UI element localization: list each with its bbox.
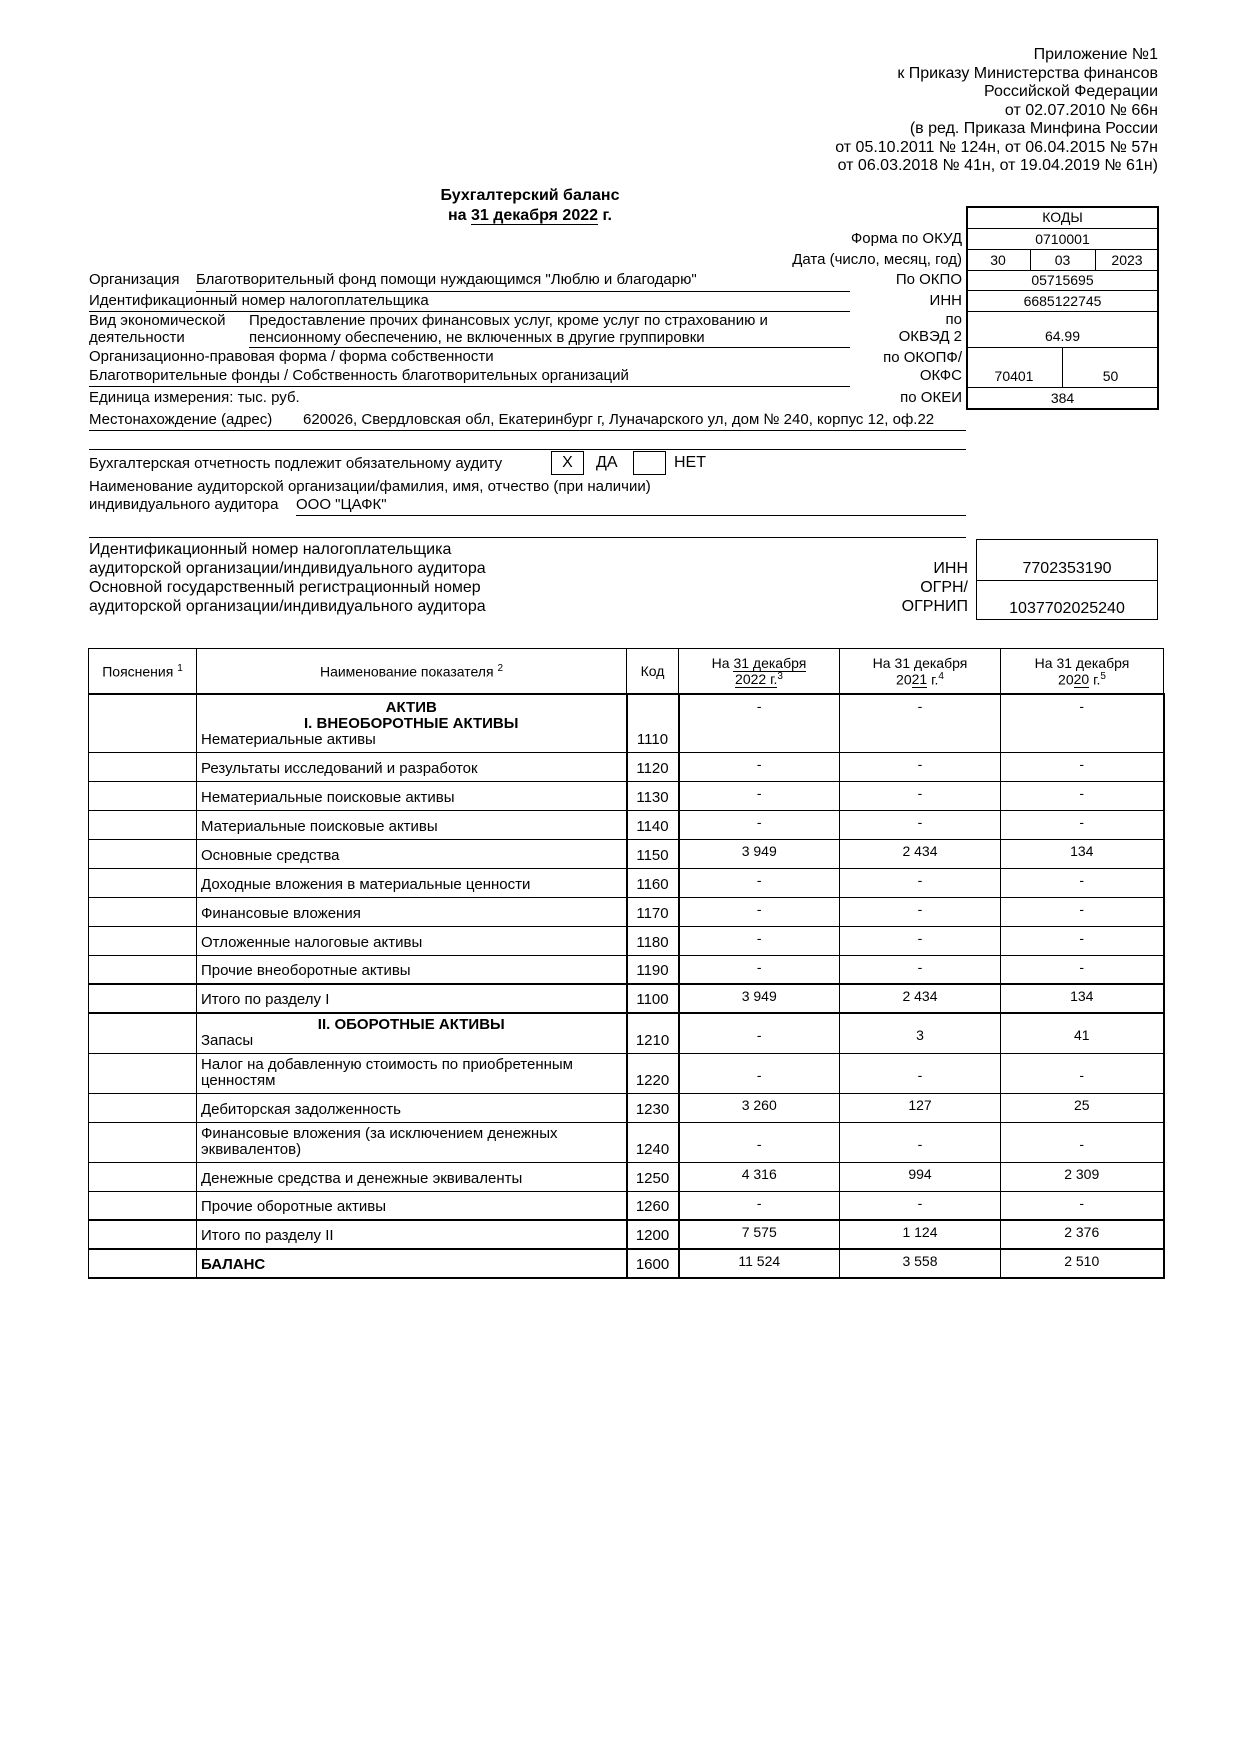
- value-cell-v1: -: [679, 926, 840, 955]
- code-cell: 1260: [627, 1191, 679, 1220]
- indicator-name-cell: [197, 1191, 627, 1220]
- code-cell: 1180: [627, 926, 679, 955]
- value-cell-v1: -: [679, 781, 840, 810]
- audit-no-label: НЕТ: [674, 454, 706, 471]
- value-cell-v1: 3 260: [679, 1093, 840, 1122]
- code-cell: 1210: [627, 1013, 679, 1053]
- legal-form-label: Организационно-правовая форма / форма собственности: [89, 348, 494, 365]
- appendix-line: (в ред. Приказа Минфина России: [909, 120, 1158, 137]
- indicator-name: Нематериальные активы: [201, 730, 376, 748]
- date-label: Дата (число, месяц, год): [792, 251, 962, 268]
- indicator-name-cell: [197, 1220, 627, 1249]
- indicator-name: Денежные средства и денежные эквиваленты: [201, 1169, 523, 1187]
- indicator-name: Запасы: [201, 1031, 254, 1049]
- value-cell-v3: -: [1001, 897, 1164, 926]
- indicator-name-cell: [197, 926, 627, 955]
- auditor-ogrn-code-label: ОГРН/ ОГРНИП: [901, 579, 968, 615]
- date-month-value: 03: [1054, 252, 1071, 268]
- table-row: [89, 897, 1164, 926]
- indicator-name: Итого по разделу I: [201, 991, 330, 1008]
- code-cell: 1230: [627, 1093, 679, 1122]
- table-row: [89, 1053, 1164, 1093]
- value-cell-v1: -: [679, 752, 840, 781]
- header-col-2020: На 31 декабря 2020 г.$^5$: [1001, 649, 1164, 695]
- notes-cell: [89, 810, 197, 839]
- title-date-value: 31 декабря 2022: [471, 207, 599, 224]
- notes-cell: [89, 1053, 197, 1093]
- table-row: [89, 1220, 1164, 1249]
- org-label: Организация: [89, 271, 180, 288]
- code-cell: 1120: [627, 752, 679, 781]
- table-row: [89, 868, 1164, 897]
- appendix-line: от 06.03.2018 № 41н, от 19.04.2019 № 61н): [837, 157, 1158, 174]
- value-cell-v2: -: [840, 694, 1001, 752]
- table-row: [89, 1013, 1164, 1053]
- indicator-name-cell: [197, 839, 627, 868]
- code-cell: 1130: [627, 781, 679, 810]
- notes-cell: [89, 1191, 197, 1220]
- notes-cell: [89, 1013, 197, 1053]
- value-cell-v2: 127: [840, 1093, 1001, 1122]
- document-title: [380, 186, 680, 226]
- notes-cell: [89, 868, 197, 897]
- okud-label: Форма по ОКУД: [850, 230, 962, 247]
- notes-cell: [89, 1093, 197, 1122]
- notes-cell: [89, 897, 197, 926]
- okud-value: 0710001: [1035, 231, 1090, 247]
- value-cell-v3: -: [1001, 752, 1164, 781]
- okopf-value: 70401: [994, 368, 1034, 384]
- value-cell-v3: 25: [1001, 1093, 1164, 1122]
- notes-cell: [89, 1220, 197, 1249]
- indicator-name: БАЛАНС: [201, 1256, 266, 1273]
- value-cell-v2: 3 558: [840, 1249, 1001, 1278]
- table-header-row: [89, 649, 1164, 695]
- indicator-name-cell: [197, 1122, 627, 1162]
- auditor-name-value: ООО "ЦАФК": [296, 496, 387, 513]
- value-cell-v3: -: [1001, 1122, 1164, 1162]
- balance-table: [88, 648, 1165, 1279]
- value-cell-v1: 11 524: [679, 1249, 840, 1278]
- inn-code-label: ИНН: [929, 292, 962, 309]
- table-row: [89, 810, 1164, 839]
- value-cell-v3: 2 376: [1001, 1220, 1164, 1249]
- value-cell-v2: -: [840, 810, 1001, 839]
- indicator-name: Прочие внеоборотные активы: [201, 962, 411, 979]
- indicator-name: Финансовые вложения: [201, 904, 361, 922]
- code-cell: 1200: [627, 1220, 679, 1249]
- table-row: [89, 1122, 1164, 1162]
- value-cell-v3: -: [1001, 868, 1164, 897]
- section-heading: АКТИВ: [385, 698, 437, 716]
- code-cell: 1100: [627, 984, 679, 1013]
- value-cell-v2: -: [840, 955, 1001, 984]
- appendix-block: [658, 46, 1158, 176]
- indicator-name: Итого по разделу II: [201, 1227, 334, 1244]
- header-col-2021: На 31 декабря 2021 г.$^4$: [840, 649, 1001, 695]
- value-cell-v2: -: [840, 1122, 1001, 1162]
- value-cell-v3: -: [1001, 1053, 1164, 1093]
- indicator-name-cell: [197, 1013, 627, 1053]
- indicator-name: Отложенные налоговые активы: [201, 933, 423, 951]
- appendix-line: от 05.10.2011 № 124н, от 06.04.2015 № 57н: [835, 138, 1158, 156]
- table-row: [89, 984, 1164, 1013]
- appendix-line: Приложение №1: [1033, 46, 1158, 63]
- indicator-name-cell: [197, 897, 627, 926]
- title-date: на 31 декабря 2022 г.: [447, 207, 612, 224]
- notes-cell: [89, 694, 197, 752]
- audit-required-label: Бухгалтерская отчетность подлежит обязательному аудиту: [89, 455, 503, 472]
- notes-cell: [89, 752, 197, 781]
- notes-cell: [89, 1162, 197, 1191]
- value-cell-v2: -: [840, 926, 1001, 955]
- notes-cell: [89, 984, 197, 1013]
- value-cell-v2: -: [840, 897, 1001, 926]
- table-row: [89, 1162, 1164, 1191]
- auditor-ogrn-value: 1037702025240: [1009, 600, 1125, 617]
- indicator-name-cell: [197, 955, 627, 984]
- appendix-line: к Приказу Министерства финансов: [897, 64, 1158, 82]
- indicator-name-cell: [197, 781, 627, 810]
- org-value: Благотворительный фонд помощи нуждающимся "Люблю и благодарю": [196, 271, 697, 288]
- address-value: 620026, Свердловская обл, Екатеринбург г, Луначарского ул, дом № 240, корпус 12, оф.22: [303, 411, 935, 428]
- value-cell-v3: -: [1001, 781, 1164, 810]
- table-row: [89, 1249, 1164, 1278]
- taxpayer-id-label: Идентификационный номер налогоплательщика: [89, 292, 429, 309]
- indicator-name: Результаты исследований и разработок: [201, 759, 478, 777]
- code-cell: 1240: [627, 1122, 679, 1162]
- table-row: [89, 752, 1164, 781]
- okpo-value: 05715695: [1031, 272, 1094, 288]
- value-cell-v1: -: [679, 1053, 840, 1093]
- auditor-inn-text: Идентификационный номер налогоплательщика аудиторской организации/индивидуального аудитора Основной государственный регистрационный номер аудиторской организации/индивидуального аудитора: [89, 541, 486, 615]
- audit-yes-label: ДА: [596, 454, 618, 471]
- section-heading: II. ОБОРОТНЫЕ АКТИВЫ: [317, 1015, 505, 1033]
- code-cell: 1150: [627, 839, 679, 868]
- value-cell-v3: -: [1001, 955, 1164, 984]
- code-cell: 1600: [627, 1249, 679, 1278]
- value-cell-v1: -: [679, 694, 840, 752]
- value-cell-v1: -: [679, 897, 840, 926]
- value-cell-v1: -: [679, 955, 840, 984]
- table-row: [89, 955, 1164, 984]
- value-cell-v2: 3: [840, 1013, 1001, 1053]
- header-notes: Пояснения $^1$: [89, 649, 197, 695]
- table-row: [89, 1093, 1164, 1122]
- indicator-name: Основные средства: [201, 846, 340, 864]
- value-cell-v3: -: [1001, 926, 1164, 955]
- indicator-name-cell: [197, 1162, 627, 1191]
- indicator-name-cell: [197, 1093, 627, 1122]
- notes-cell: [89, 781, 197, 810]
- value-cell-v1: -: [679, 810, 840, 839]
- value-cell-v1: -: [679, 1122, 840, 1162]
- code-cell: 1190: [627, 955, 679, 984]
- table-row: [89, 694, 1164, 752]
- value-cell-v2: -: [840, 1053, 1001, 1093]
- address-label: Местонахождение (адрес): [89, 411, 273, 428]
- auditor-inn-value: 7702353190: [1022, 560, 1112, 577]
- notes-cell: [89, 839, 197, 868]
- code-cell: 1110: [627, 694, 679, 752]
- value-cell-v2: -: [840, 1191, 1001, 1220]
- notes-cell: [89, 955, 197, 984]
- notes-cell: [89, 1122, 197, 1162]
- inn-value: 6685122745: [1023, 293, 1102, 309]
- auditor-name-label: Наименование аудиторской организации/фамилия, имя, отчество (при наличии) индивидуального аудитора: [89, 478, 651, 513]
- date-year-value: 2023: [1111, 252, 1143, 268]
- value-cell-v1: 7 575: [679, 1220, 840, 1249]
- value-cell-v1: 3 949: [679, 984, 840, 1013]
- table-row: [89, 781, 1164, 810]
- okei-value: 384: [1050, 390, 1075, 406]
- appendix-line: от 02.07.2010 № 66н: [1004, 101, 1158, 119]
- code-cell: 1220: [627, 1053, 679, 1093]
- date-day-value: 30: [990, 252, 1006, 268]
- indicator-name: Нематериальные поисковые активы: [201, 788, 455, 806]
- code-cell: 1170: [627, 897, 679, 926]
- legal-form-value: Благотворительные фонды / Собственность благотворительных организаций: [89, 367, 629, 384]
- indicator-name-cell: [197, 984, 627, 1013]
- indicator-name: Доходные вложения в материальные ценности: [201, 875, 531, 893]
- code-cell: 1250: [627, 1162, 679, 1191]
- value-cell-v1: 4 316: [679, 1162, 840, 1191]
- activity-value: Предоставление прочих финансовых услуг, кроме услуг по страхованию и пенсионному обеспечению, не включенных в другие группировки: [249, 312, 768, 346]
- indicator-name-cell: [197, 752, 627, 781]
- indicator-name: Дебиторская задолженность: [201, 1100, 401, 1118]
- auditor-inn-code-label: ИНН: [933, 560, 968, 577]
- value-cell-v3: -: [1001, 1191, 1164, 1220]
- value-cell-v2: 2 434: [840, 839, 1001, 868]
- value-cell-v3: -: [1001, 810, 1164, 839]
- header-indicator-name: Наименование показателя $^2$: [197, 649, 627, 695]
- audit-yes-checkbox[interactable]: X: [551, 451, 584, 475]
- notes-cell: [89, 926, 197, 955]
- header-code: Код: [627, 649, 679, 695]
- value-cell-v3: -: [1001, 694, 1164, 752]
- indicator-name: Прочие оборотные активы: [201, 1198, 386, 1215]
- okopf-label: по ОКОПФ/ ОКФС: [883, 349, 962, 384]
- value-cell-v3: 2 309: [1001, 1162, 1164, 1191]
- title-main: Бухгалтерский баланс: [440, 187, 620, 204]
- appendix-line: Российской Федерации: [984, 83, 1158, 100]
- value-cell-v3: 2 510: [1001, 1249, 1164, 1278]
- okved-value: 64.99: [1044, 328, 1081, 344]
- value-cell-v3: 134: [1001, 984, 1164, 1013]
- value-cell-v2: -: [840, 868, 1001, 897]
- okved-label: по ОКВЭД 2: [898, 311, 962, 345]
- indicator-name: Налог на добавленную стоимость по приобретенным ценностям: [201, 1055, 573, 1089]
- value-cell-v2: 1 124: [840, 1220, 1001, 1249]
- value-cell-v2: 2 434: [840, 984, 1001, 1013]
- okfs-value: 50: [1102, 368, 1119, 384]
- value-cell-v2: -: [840, 752, 1001, 781]
- value-cell-v1: -: [679, 868, 840, 897]
- table-row: [89, 926, 1164, 955]
- header-col-2022: На 31 декабря 2022 г.$^3$: [679, 649, 840, 695]
- value-cell-v1: -: [679, 1191, 840, 1220]
- table-row: [89, 1191, 1164, 1220]
- code-cell: 1160: [627, 868, 679, 897]
- value-cell-v1: -: [679, 1013, 840, 1053]
- code-cell: 1140: [627, 810, 679, 839]
- audit-no-checkbox[interactable]: [633, 451, 666, 475]
- indicator-name: Финансовые вложения (за исключением денежных эквивалентов): [201, 1124, 558, 1158]
- activity-label: Вид экономической деятельности: [89, 312, 226, 346]
- okei-label: по ОКЕИ: [900, 389, 962, 406]
- okpo-label: По ОКПО: [895, 271, 962, 288]
- value-cell-v3: 134: [1001, 839, 1164, 868]
- value-cell-v3: 41: [1001, 1013, 1164, 1053]
- indicator-name-cell: [197, 1053, 627, 1093]
- indicator-name-cell: [197, 1249, 627, 1278]
- codes-header: КОДЫ: [1042, 209, 1083, 225]
- value-cell-v2: 994: [840, 1162, 1001, 1191]
- value-cell-v2: -: [840, 781, 1001, 810]
- indicator-name-cell: [197, 868, 627, 897]
- unit-label: Единица измерения: тыс. руб.: [89, 389, 300, 406]
- indicator-name-cell: [197, 810, 627, 839]
- indicator-name-cell: [197, 694, 627, 752]
- value-cell-v1: 3 949: [679, 839, 840, 868]
- indicator-name: Материальные поисковые активы: [201, 817, 438, 835]
- section-heading: I. ВНЕОБОРОТНЫЕ АКТИВЫ: [304, 714, 519, 732]
- notes-cell: [89, 1249, 197, 1278]
- table-row: [89, 839, 1164, 868]
